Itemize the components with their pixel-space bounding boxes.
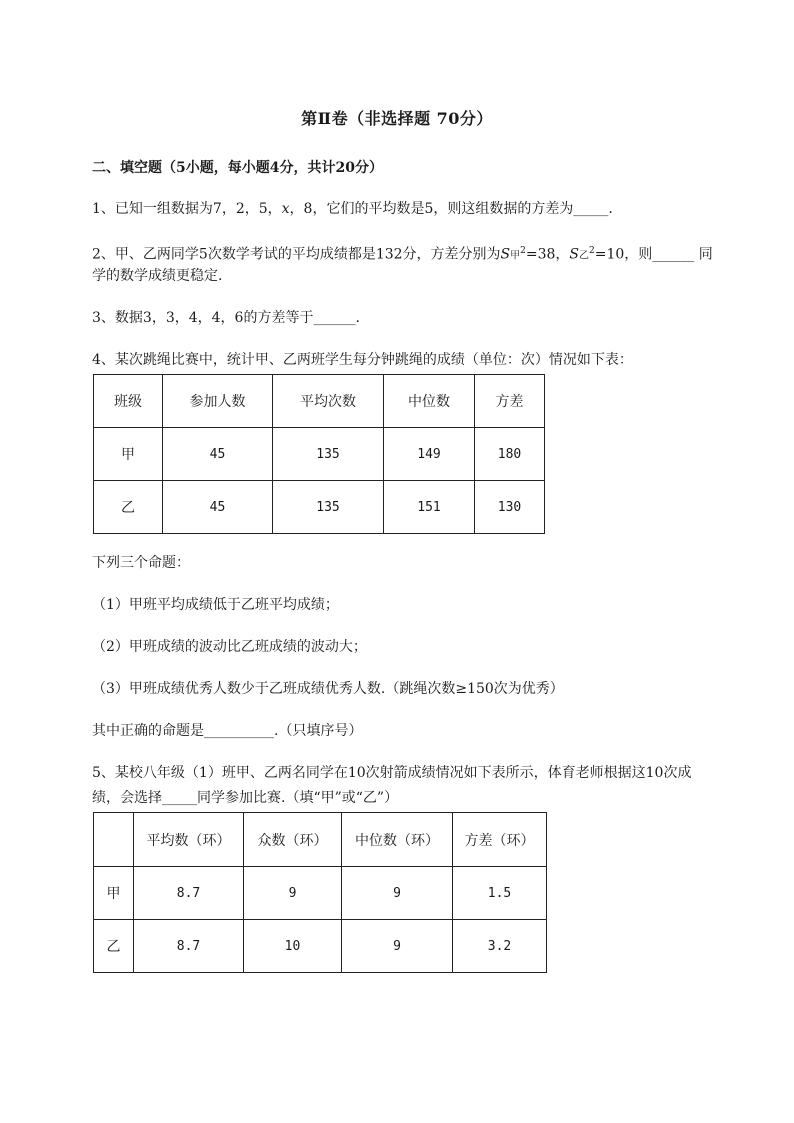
table-cell: 45 (163, 428, 273, 481)
table-row (94, 920, 547, 973)
variance-symbol-yi: S (569, 246, 580, 263)
table-cell: 135 (273, 428, 384, 481)
table-header-row (94, 813, 547, 867)
table-cell: 9 (244, 867, 342, 920)
table-header-cell: 平均次数 (273, 375, 384, 428)
table-row (94, 481, 545, 534)
table-cell: 149 (384, 428, 475, 481)
section-heading: 二、填空题（5小题，每小题4分，共计20分） (92, 160, 383, 176)
table-header-cell: 方差（环） (453, 813, 547, 867)
table-cell: 10 (244, 920, 342, 973)
proposition-1: （1）甲班平均成绩低于乙班平均成绩； (92, 597, 339, 613)
table-cell: 135 (273, 481, 384, 534)
table-cell: 151 (384, 481, 475, 534)
table-header-cell: 众数（环） (244, 813, 342, 867)
question-5-line-2: 绩，会选择_____同学参加比赛.（填“甲”或“乙”） (92, 790, 399, 806)
question-1 (92, 199, 613, 219)
table-row (94, 867, 547, 920)
table-cell: 1.5 (453, 867, 547, 920)
table-header-cell: 参加人数 (163, 375, 273, 428)
question-1-prefix: 1、已知一组数据为7，2，5， (92, 201, 282, 217)
exam-section-title: 第Ⅱ卷（非选择题 70分） (301, 109, 493, 128)
question-2-line-2: 学的数学成绩更稳定. (92, 268, 223, 284)
table-cell: 乙 (94, 481, 163, 534)
table-header-cell: 中位数（环） (342, 813, 453, 867)
table-cell: 9 (342, 867, 453, 920)
table-header-cell: 方差 (475, 375, 545, 428)
archery-table (93, 812, 547, 973)
variance-superscript-jia: 2 (520, 246, 526, 256)
question-2-part-3: =10，则______ 同 (594, 246, 713, 263)
variance-subscript-yi: 乙 (579, 250, 590, 262)
jump-rope-table (93, 374, 545, 534)
table-header-cell (94, 813, 134, 867)
table-cell: 乙 (94, 920, 134, 973)
table-header-cell: 班级 (94, 375, 163, 428)
question-2-part-1: 2、甲、乙两同学5次数学考试的平均成绩都是132分，方差分别为 (92, 246, 501, 263)
table-cell: 8.7 (134, 867, 244, 920)
question-5-line-1: 5、某校八年级（1）班甲、乙两名同学在10次射箭成绩情况如下表所示，体育老师根据这10次成 (92, 765, 692, 781)
question-4-answer-prompt: 其中正确的命题是__________.（只填序号） (92, 723, 363, 739)
table-cell: 8.7 (134, 920, 244, 973)
variance-symbol-jia: S (500, 246, 511, 263)
variable-x: x (281, 201, 290, 217)
table-cell: 甲 (94, 428, 163, 481)
question-1-suffix: ，8，它们的平均数是5，则这组数据的方差为_____. (289, 201, 613, 217)
table-cell: 45 (163, 481, 273, 534)
table-row (94, 428, 545, 481)
table-cell: 130 (475, 481, 545, 534)
table-cell: 180 (475, 428, 545, 481)
variance-superscript-yi: 2 (589, 246, 595, 256)
question-2-part-2: =38， (525, 246, 570, 263)
table-header-cell: 中位数 (384, 375, 475, 428)
table-cell: 甲 (94, 867, 134, 920)
question-2-line-1 (92, 241, 713, 267)
table-cell: 9 (342, 920, 453, 973)
question-4-text: 4、某次跳绳比赛中，统计甲、乙两班学生每分钟跳绳的成绩（单位：次）情况如下表： (92, 352, 633, 368)
variance-subscript-jia: 甲 (510, 250, 521, 262)
propositions-intro: 下列三个命题： (92, 555, 190, 571)
proposition-2: （2）甲班成绩的波动比乙班成绩的波动大； (92, 639, 367, 655)
table-header-cell: 平均数（环） (134, 813, 244, 867)
table-cell: 3.2 (453, 920, 547, 973)
proposition-3: （3）甲班成绩优秀人数少于乙班成绩优秀人数.（跳绳次数≥150次为优秀） (92, 681, 564, 697)
question-3: 3、数据3，3，4，4，6的方差等于______. (92, 310, 360, 326)
table-header-row (94, 375, 545, 428)
